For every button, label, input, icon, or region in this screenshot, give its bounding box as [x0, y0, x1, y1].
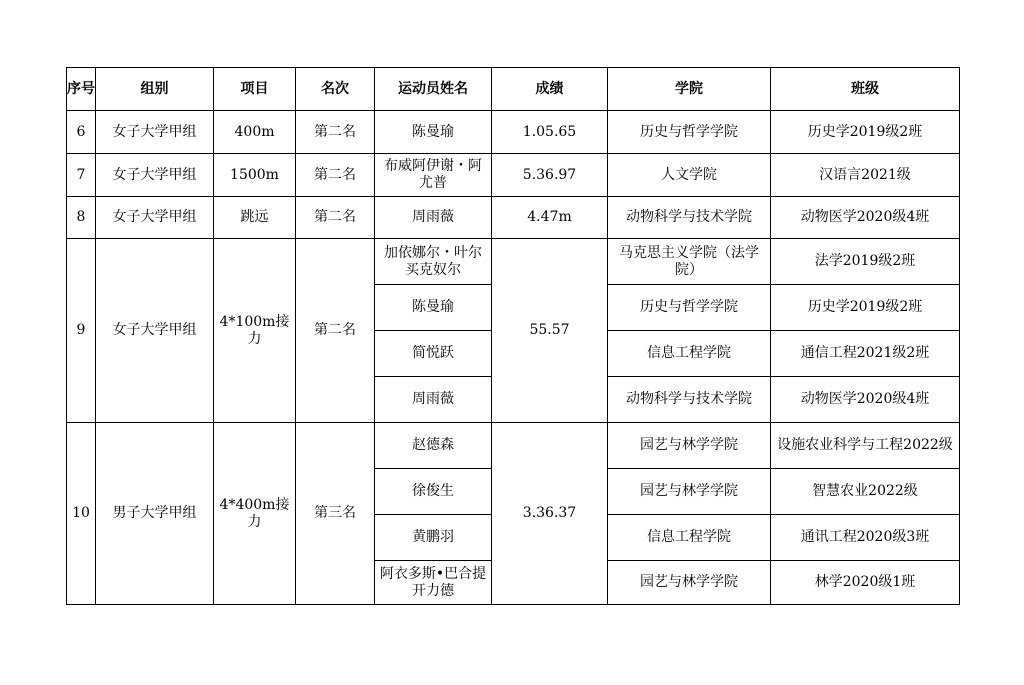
cell-college: 园艺与林学学院 [608, 423, 771, 469]
cell-class: 林学2020级1班 [771, 561, 960, 605]
table-row [67, 423, 960, 469]
cell-result: 4.47m [492, 197, 608, 239]
cell-result: 1.05.65 [492, 111, 608, 154]
cell-class: 动物医学2020级4班 [771, 197, 960, 239]
table-row [67, 197, 960, 239]
cell-event: 4*400m接力 [214, 423, 296, 605]
cell-group: 女子大学甲组 [96, 197, 214, 239]
cell-athlete: 加依娜尔・叶尔买克奴尔 [375, 239, 492, 285]
cell-athlete: 黄鹏羽 [375, 515, 492, 561]
cell-athlete: 周雨薇 [375, 377, 492, 423]
cell-seq: 10 [67, 423, 96, 605]
header-group: 组别 [96, 68, 214, 111]
cell-group: 女子大学甲组 [96, 111, 214, 154]
table-row [67, 154, 960, 197]
cell-event: 400m [214, 111, 296, 154]
cell-athlete: 赵德森 [375, 423, 492, 469]
cell-college: 动物科学与技术学院 [608, 197, 771, 239]
header-rank: 名次 [296, 68, 375, 111]
table-row [67, 239, 960, 285]
cell-group: 男子大学甲组 [96, 423, 214, 605]
header-college: 学院 [608, 68, 771, 111]
cell-athlete: 周雨薇 [375, 197, 492, 239]
cell-result: 3.36.37 [492, 423, 608, 605]
cell-rank: 第三名 [296, 423, 375, 605]
header-row [67, 68, 960, 111]
results-table [66, 67, 960, 605]
cell-seq: 6 [67, 111, 96, 154]
cell-seq: 7 [67, 154, 96, 197]
cell-college: 历史与哲学学院 [608, 285, 771, 331]
cell-result: 5.36.97 [492, 154, 608, 197]
cell-athlete: 简悦跃 [375, 331, 492, 377]
cell-rank: 第二名 [296, 154, 375, 197]
cell-college: 信息工程学院 [608, 515, 771, 561]
cell-event: 跳远 [214, 197, 296, 239]
cell-rank: 第二名 [296, 239, 375, 423]
cell-class: 通信工程2021级2班 [771, 331, 960, 377]
cell-athlete: 徐俊生 [375, 469, 492, 515]
cell-college: 人文学院 [608, 154, 771, 197]
header-athlete: 运动员姓名 [375, 68, 492, 111]
cell-class: 智慧农业2022级 [771, 469, 960, 515]
cell-result: 55.57 [492, 239, 608, 423]
header-result: 成绩 [492, 68, 608, 111]
cell-class: 历史学2019级2班 [771, 285, 960, 331]
cell-rank: 第二名 [296, 197, 375, 239]
cell-athlete: 陈曼瑜 [375, 285, 492, 331]
header-event: 项目 [214, 68, 296, 111]
cell-class: 通讯工程2020级3班 [771, 515, 960, 561]
cell-college: 历史与哲学学院 [608, 111, 771, 154]
cell-college: 动物科学与技术学院 [608, 377, 771, 423]
cell-college: 信息工程学院 [608, 331, 771, 377]
cell-college: 园艺与林学学院 [608, 469, 771, 515]
cell-class: 设施农业科学与工程2022级 [771, 423, 960, 469]
cell-group: 女子大学甲组 [96, 239, 214, 423]
header-seq: 序号 [67, 68, 96, 111]
cell-athlete: 陈曼瑜 [375, 111, 492, 154]
cell-event: 4*100m接力 [214, 239, 296, 423]
cell-class: 历史学2019级2班 [771, 111, 960, 154]
header-class: 班级 [771, 68, 960, 111]
cell-rank: 第二名 [296, 111, 375, 154]
cell-seq: 8 [67, 197, 96, 239]
cell-class: 动物医学2020级4班 [771, 377, 960, 423]
cell-event: 1500m [214, 154, 296, 197]
cell-athlete: 阿衣多斯•巴合提开力德 [375, 561, 492, 605]
cell-seq: 9 [67, 239, 96, 423]
cell-class: 汉语言2021级 [771, 154, 960, 197]
cell-class: 法学2019级2班 [771, 239, 960, 285]
cell-athlete: 布威阿伊谢・阿尤普 [375, 154, 492, 197]
cell-college: 马克思主义学院（法学院） [608, 239, 771, 285]
table-row [67, 111, 960, 154]
cell-college: 园艺与林学学院 [608, 561, 771, 605]
cell-group: 女子大学甲组 [96, 154, 214, 197]
